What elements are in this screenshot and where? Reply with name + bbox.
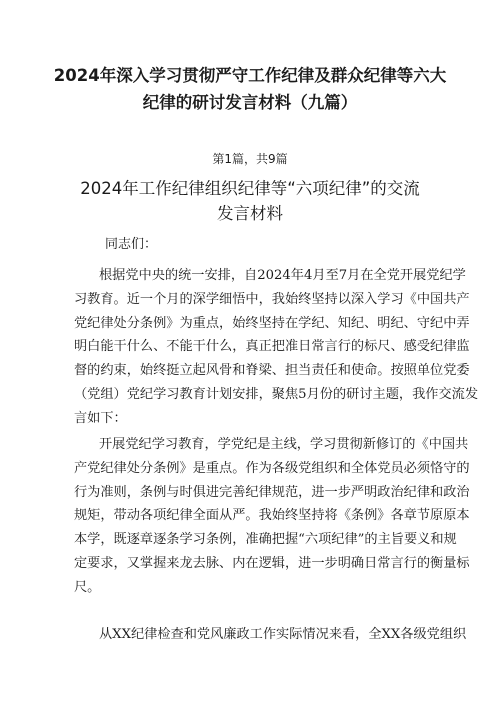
paragraph-line: 行为准则，条例与时俱进完善纪律规范，进一步严明政治纪律和政治 [74,484,470,500]
paragraph-line: 从XX纪律检查和党风廉政工作实际情况来看，全XX各级党组织 [99,627,467,642]
paragraph-line: 本学，既逐章逐条学习条例，准确把握“六项纪律”的主旨要义和规 [74,532,457,548]
paragraph-line: 根据党中央的统一安排，自2024年4月至7月在全党开展党纪学 [99,268,466,283]
salutation: 同志们： [105,237,158,252]
paragraph-line: 规矩，带动各项纪律全面从严。我始终坚持将《条例》各章节原原本 [74,508,470,524]
paragraph-line: 定要求，又掌握来龙去脉、内在逻辑，进一步明确日常言行的衡量标 [74,555,470,571]
document-title [40,62,460,116]
document-title-line: 纪律的研讨发言材料（九篇） [142,93,358,112]
paragraph-line: （党组）党纪学习教育计划安排，聚焦5月份的研讨主题，我作交流发 [74,386,479,402]
paragraph-line: 尺。 [74,579,101,595]
chapter-number: 第1篇，共9篇 [212,152,288,166]
body-paragraph [74,433,470,600]
body-paragraph [74,264,479,431]
paragraph-line: 明白能干什么、不能干什么，真正把准日常言行的标尺、感受纪律监 [74,339,470,355]
chapter-title [60,176,440,226]
body-paragraph [74,623,467,647]
paragraph-line: 习教育。近一个月的深学细悟中，我始终坚持以深入学习《中国共产 [74,291,470,307]
paragraph-line: 党纪律处分条例》为重点，始终坚持在学纪、知纪、明纪、守纪中弄 [74,315,470,331]
paragraph-line: 产党纪律处分条例》是重点。作为各级党组织和全体党员必须恪守的 [74,460,470,476]
paragraph-line: 督的约束，始终挺立起风骨和脊梁、担当责任和使命。按照单位党委 [74,363,470,379]
document-title-line: 2024年深入学习贯彻严守工作纪律及群众纪律等六大 [53,66,447,85]
paragraph-line: 开展党纪学习教育，学党纪是主线，学习贯彻新修订的《中国共 [99,437,469,452]
chapter-title-line: 2024年工作纪律组织纪律等“六项纪律”的交流 [80,179,420,198]
paragraph-line: 言如下： [74,410,127,426]
chapter-title-line: 发言材料 [217,204,283,223]
